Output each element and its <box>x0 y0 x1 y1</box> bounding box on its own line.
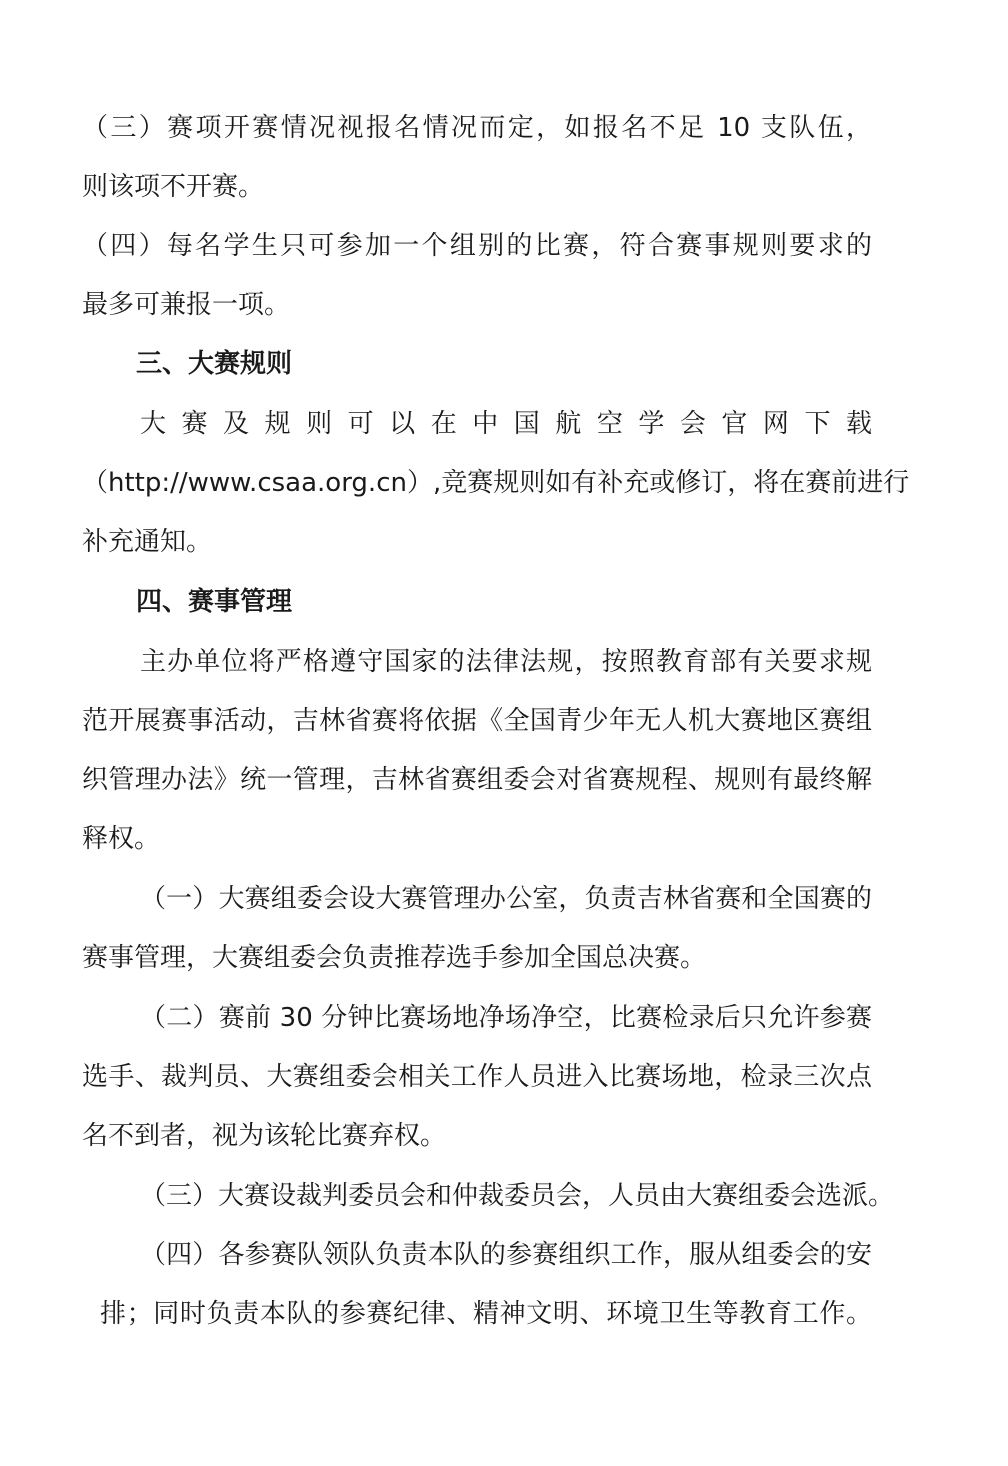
management-item-3-line-1: （三）大赛设裁判委员会和仲裁委员会，人员由大赛组委会选派。 <box>140 1181 895 1211</box>
management-item-4-line-2: 排；同时负责本队的参赛纪律、精神文明、环境卫生等教育工作。 <box>100 1299 872 1329</box>
management-item-1-line-2: 赛事管理，大赛组委会负责推荐选手参加全国总决赛。 <box>82 943 707 973</box>
management-item-2-line-3: 名不到者，视为该轮比赛弃权。 <box>82 1121 447 1151</box>
paragraph-3-line-2: 则该项不开赛。 <box>82 172 265 202</box>
management-line-4: 释权。 <box>82 824 161 854</box>
paragraph-3-line-1: （三）赛项开赛情况视报名情况而定，如报名不足 10 支队伍， <box>82 113 872 143</box>
management-line-3: 织管理办法》统一管理，吉林省赛组委会对省赛规程、规则有最终解 <box>82 765 872 795</box>
section-heading-management: 四、赛事管理 <box>136 587 293 617</box>
section-heading-rules: 三、大赛规则 <box>136 349 293 379</box>
management-line-2: 范开展赛事活动，吉林省赛将依据《全国青少年无人机大赛地区赛组 <box>82 706 872 736</box>
management-item-2-line-1: （二）赛前 30 分钟比赛场地净场净空，比赛检录后只允许参赛 <box>140 1003 872 1033</box>
management-item-4-line-1: （四）各参赛队领队负责本队的参赛组织工作，服从组委会的安 <box>140 1240 872 1270</box>
rules-line-3: 补充通知。 <box>82 527 213 557</box>
rules-line-1: 大赛及规则可以在中国航空学会官网下载 <box>140 409 872 439</box>
management-item-2-line-2: 选手、裁判员、大赛组委会相关工作人员进入比赛场地，检录三次点 <box>82 1062 872 1092</box>
paragraph-4-line-1: （四）每名学生只可参加一个组别的比赛，符合赛事规则要求的 <box>82 231 872 261</box>
management-item-1-line-1: （一）大赛组委会设大赛管理办公室，负责吉林省赛和全国赛的 <box>140 884 872 914</box>
paragraph-4-line-2: 最多可兼报一项。 <box>82 290 291 320</box>
management-line-1: 主办单位将严格遵守国家的法律法规，按照教育部有关要求规 <box>140 647 872 677</box>
rules-line-2: （http://www.csaa.org.cn）,竞赛规则如有补充或修订，将在赛前进行 <box>82 468 910 498</box>
